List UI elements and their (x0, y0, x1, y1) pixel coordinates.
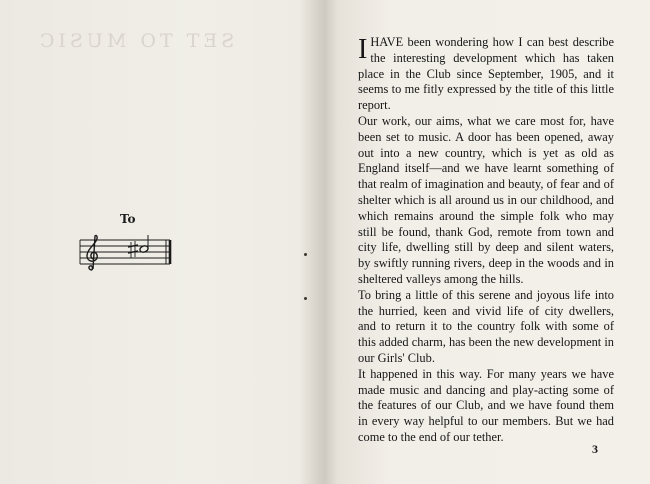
paragraph: It happened in this way. For many years we have made music and dancing and play-acting some of the features of our Club, and we have found them in every way helpful to our members. But we had come to the end of our tether. (358, 366, 614, 444)
page-number: 3 (592, 442, 598, 456)
paragraph: To bring a little of this serene and joyous life into the hurried, keen and vivid life of city dwellers, and to return it to the country folk with some of this added charm, has been the new development in our Girls' Club. (358, 287, 614, 365)
paragraph: Our work, our aims, what we care most for, have been set to music. A door has been opened, away out into a new country, which is yet as old as England itself—and we have learnt something of that realm of imagination and beauty, of fear and of shelter which is all around us in our childhood, and which remains around the simple folk who may still be found, thank God, remote from town and city life, dwelling still by deep and silent waters, by swiftly running rivers, deep in the woods and in sheltered valleys among the hills. (358, 113, 614, 286)
body-text (358, 35, 614, 446)
music-staff-illustration (78, 232, 176, 272)
dedication-text: To (120, 212, 136, 226)
right-page (308, 0, 650, 484)
paragraph: I HAVE been wondering how I can best describe the interesting development which has taken place in the Club since September, 1905, and it seems to me fitly expressed by the title of this little report. (358, 34, 614, 113)
binding-mark (304, 297, 307, 300)
drop-cap: I (358, 34, 368, 65)
show-through-title: SET TO MUSIC (35, 30, 235, 52)
half-note-icon (139, 235, 149, 253)
binding-mark (304, 253, 307, 256)
sharp-icon (128, 241, 138, 258)
treble-clef-icon (87, 235, 97, 270)
left-page (0, 0, 304, 484)
